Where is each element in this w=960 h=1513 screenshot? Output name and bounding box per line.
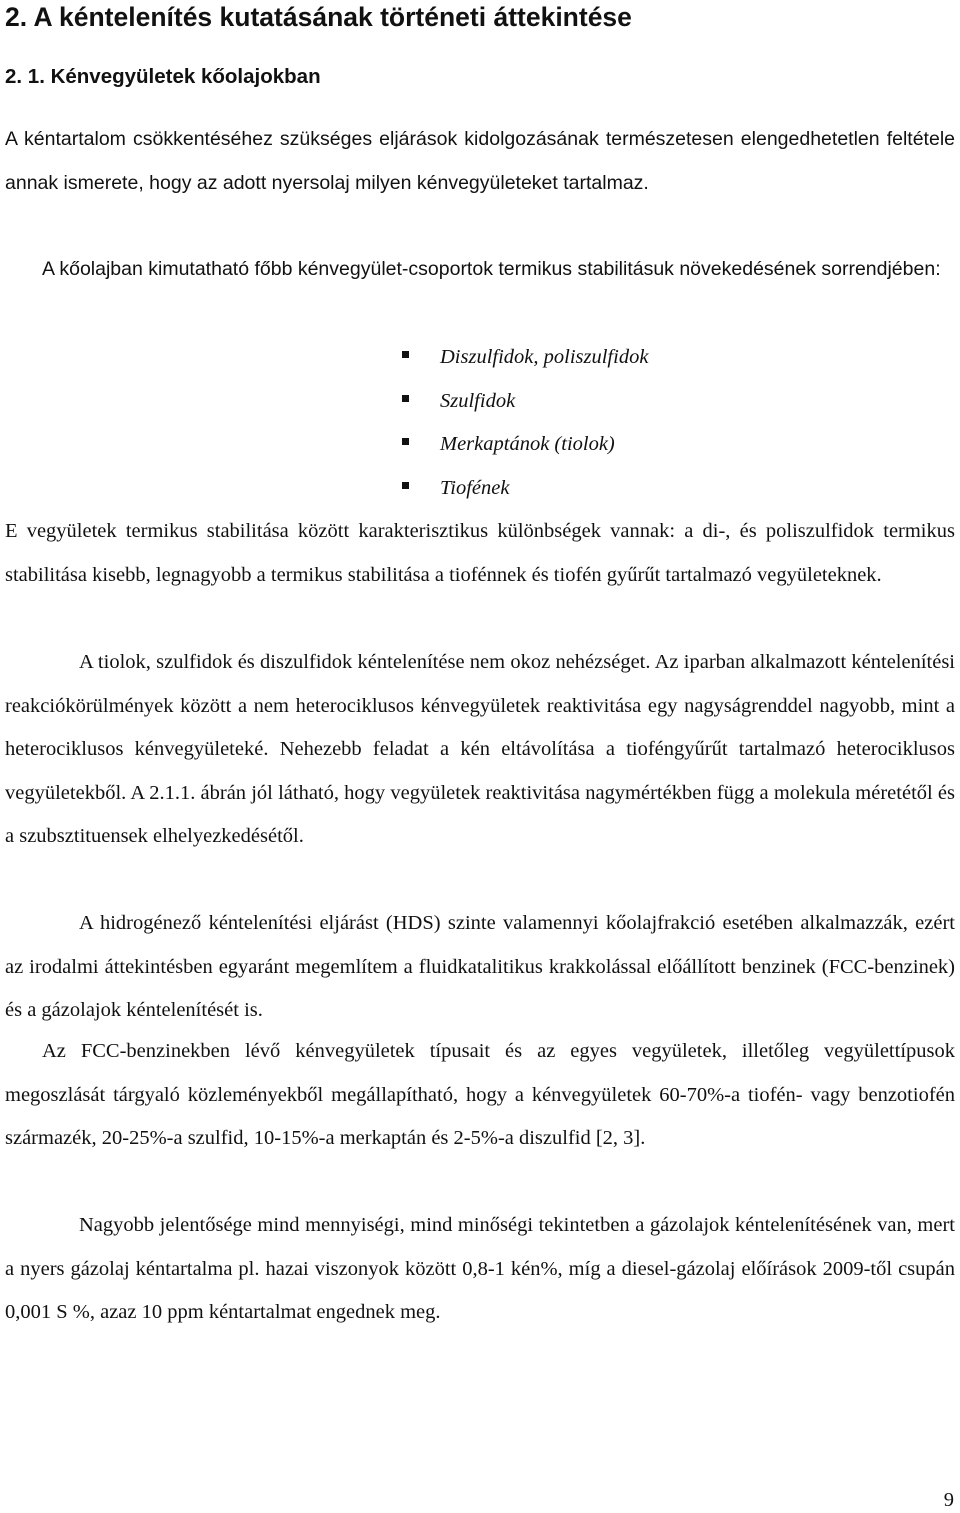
chapter-heading: 2. A kéntelenítés kutatásának történeti áttekintése: [5, 2, 632, 32]
square-bullet-icon: [402, 351, 409, 358]
list-item: Merkaptánok (tiolok): [400, 423, 648, 467]
paragraph-fcc: Az FCC-benzinekben lévő kénvegyületek típusait és az egyes vegyületek, illetőleg vegyülettípusok megoszlását tárgyaló közleményekből megállapítható, hogy a kénvegyületek 60-70%-a tiofén- vagy benzotiofén származék, 20-25%-a szulfid, 10-15%-a merkaptán és 2-5%-a diszulfid [2, 3].: [5, 1040, 955, 1150]
square-bullet-icon: [402, 438, 409, 445]
section-heading: 2. 1. Kénvegyületek kőolajokban: [5, 65, 321, 88]
paragraph-intro: A kéntartalom csökkentéséhez szükséges eljárások kidolgozásának természetesen elengedhetetlen feltétele annak ismerete, hogy az adott nyersolaj milyen kénvegyületeket tartalmaz.: [5, 128, 955, 194]
list-item: Diszulfidok, poliszulfidok: [400, 336, 648, 380]
square-bullet-icon: [402, 482, 409, 489]
square-bullet-icon: [402, 395, 409, 402]
paragraph-reactivity: A tiolok, szulfidok és diszulfidok kéntelenítése nem okoz nehézséget. Az iparban alkalmazott kéntelenítési reakciókörülmények között a nem heterociklusos kénvegyületek reaktivitása egy nagyságrenddel nagyobb, mint a heterociklusos kénvegyületeké. Nehezebb feladat a kén eltávolítása a tioféngyűrűt tartalmazó heterociklusos vegyületekből. A 2.1.1. ábrán jól látható, hogy vegyületek reaktivitása nagymértékben függ a molekula méretétől és a szubsztituensek elhelyezkedésétől.: [5, 651, 955, 848]
paragraph-diesel: Nagyobb jelentősége mind mennyiségi, mind minőségi tekintetben a gázolajok kéntelenítésének van, mert a nyers gázolaj kéntartalma pl. hazai viszonyok között 0,8-1 kén%, míg a diesel-gázolaj előírások 2009-től csupán 0,001 S %, azaz 10 ppm kéntartalmat engednek meg.: [5, 1214, 955, 1324]
list-item: Tiofének: [400, 467, 648, 511]
page-number: 9: [943, 1489, 954, 1511]
paragraph-stability: E vegyületek termikus stabilitása között karakterisztikus különbségek vannak: a di-, és poliszulfidok termikus stabilitása kisebb, legnagyobb a termikus stabilitása a tiofénnek és tiofén gyűrűt tartalmazó vegyületeknek.: [5, 520, 955, 586]
list-item: Szulfidok: [400, 380, 648, 424]
sulfur-compound-list: [400, 336, 648, 510]
paragraph-hds: A hidrogénező kéntelenítési eljárást (HDS) szinte valamennyi kőolajfrakció esetében alkalmazzák, ezért az irodalmi áttekintésben egyaránt megemlítem a fluidkatalitikus krakkolással előállított benzinek (FCC-benzinek) és a gázolajok kéntelenítését is.: [5, 912, 955, 1022]
paragraph-groups: A kőolajban kimutatható főbb kénvegyület-csoportok termikus stabilitásuk növekedésének sorrendjében:: [42, 258, 941, 280]
